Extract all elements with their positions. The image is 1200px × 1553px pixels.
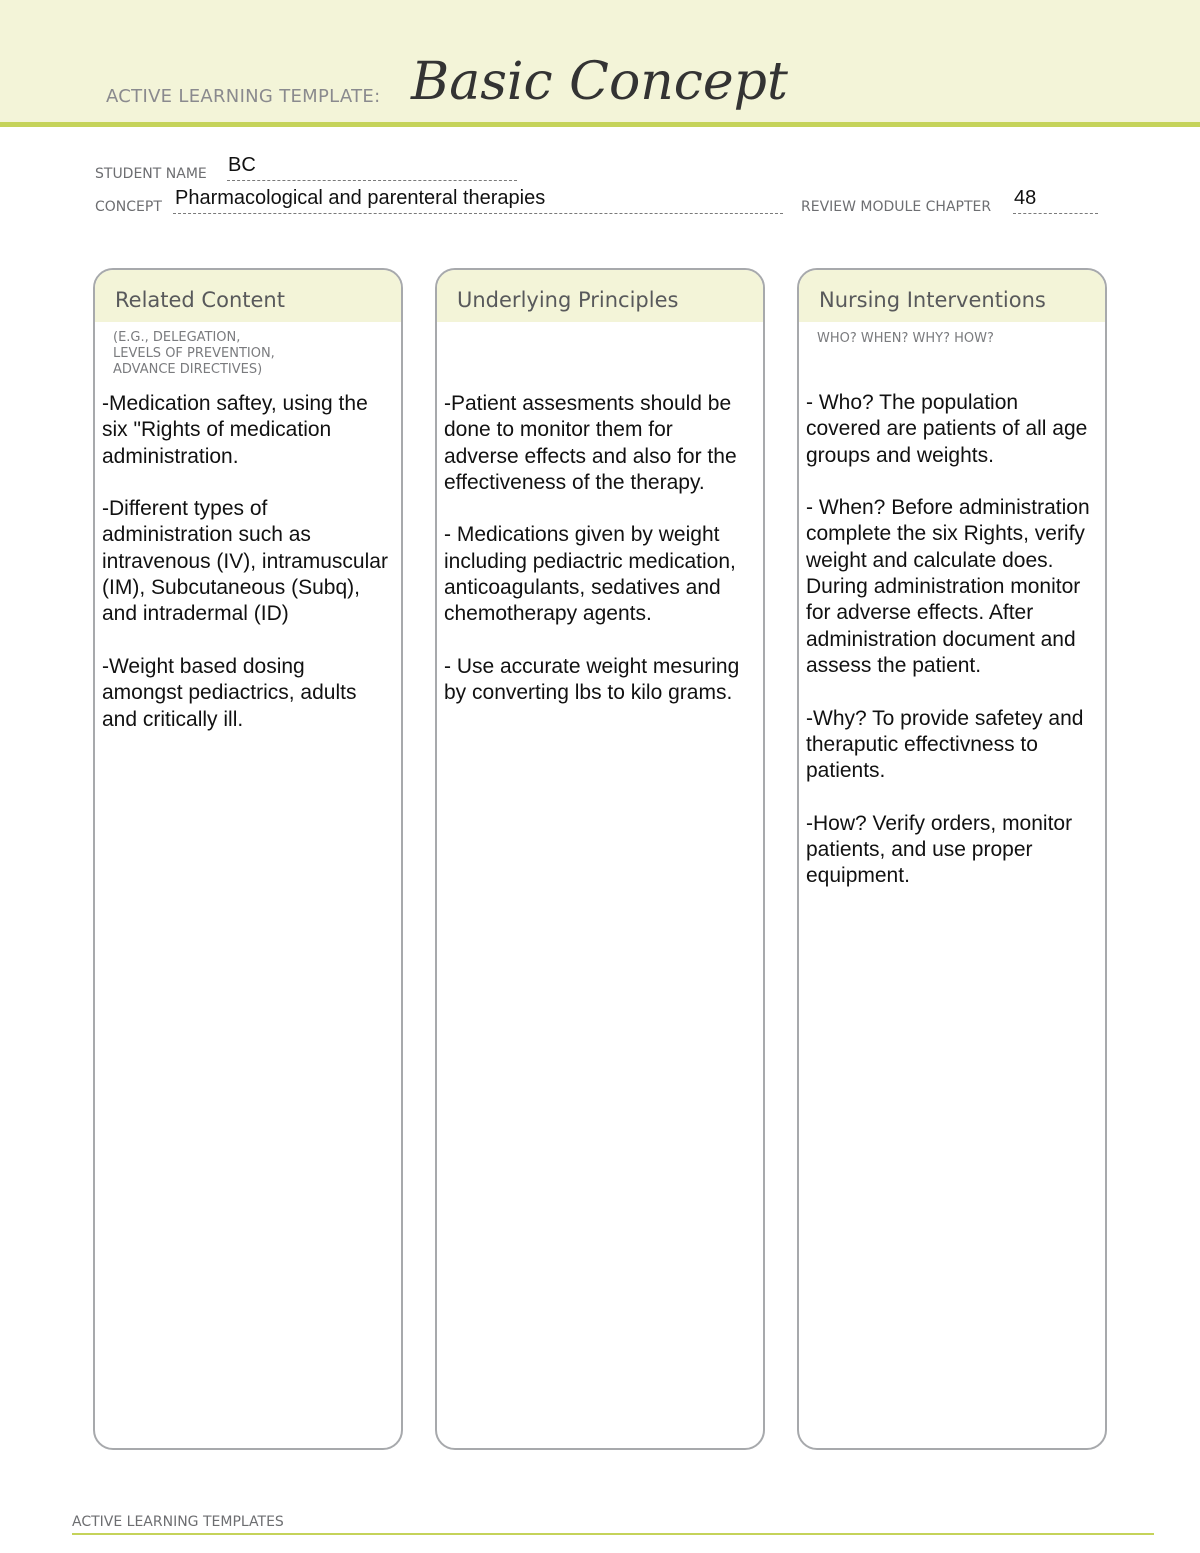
body-paragraph: - Medications given by weight including pediactric medication, anticoagulants, sedatives and chemotherapy agents. (444, 523, 736, 626)
concept-label: CONCEPT (95, 199, 162, 215)
card-title: Nursing Interventions (819, 288, 1046, 312)
card-subtitle: WHO? WHEN? WHY? HOW? (817, 331, 994, 346)
student-name-label: STUDENT NAME (95, 166, 207, 182)
related-content-card (93, 268, 403, 1450)
concept-line (173, 213, 783, 214)
body-paragraph: -How? Verify orders, monitor patients, and use proper equipment. (806, 811, 1073, 888)
template-title: Basic Concept (411, 52, 788, 112)
body-paragraph: - When? Before administration complete the six Rights, verify weight and calculate does. During administration monitor for adverse effects. After administration document and assess the patient. (806, 496, 1090, 677)
body-paragraph: -Weight based dosing amongst pediactrics, adults and critically ill. (102, 654, 357, 731)
body-paragraph: -Different types of administration such as intravenous (IV), intramuscular (IM), Subcutaneous (Subq), and intradermal (ID) (102, 497, 388, 626)
card-title: Related Content (115, 288, 285, 312)
student-name-field[interactable]: BC (228, 154, 256, 176)
card-title: Underlying Principles (457, 288, 679, 312)
review-module-line (1013, 213, 1098, 214)
body-paragraph: -Why? To provide safetey and theraputic effectivness to patients. (806, 706, 1084, 783)
card-body[interactable] (444, 391, 753, 733)
body-paragraph: -Patient assesments should be done to monitor them for adverse effects and also for the effectiveness of the therapy. (444, 392, 737, 494)
underlying-principles-card (435, 268, 765, 1450)
card-body[interactable] (102, 391, 391, 759)
footer-rule (72, 1533, 1154, 1535)
nursing-interventions-card (797, 268, 1107, 1450)
review-module-field[interactable]: 48 (1014, 187, 1037, 209)
review-module-label: REVIEW MODULE CHAPTER (801, 199, 992, 215)
card-subtitle: (E.G., DELEGATION, LEVELS OF PREVENTION, ADVANCE DIRECTIVES) (113, 330, 275, 377)
student-name-line (227, 180, 517, 181)
card-body[interactable] (806, 390, 1095, 916)
concept-field[interactable]: Pharmacological and parenteral therapies (175, 187, 546, 209)
body-paragraph: - Who? The population covered are patients of all age groups and weights. (806, 391, 1088, 467)
header-rule (0, 122, 1200, 127)
body-paragraph: -Medication saftey, using the six "Rights of medication administration. (102, 392, 368, 468)
body-paragraph: - Use accurate weight mesuring by converting lbs to kilo grams. (444, 654, 740, 705)
template-label: ACTIVE LEARNING TEMPLATE: (106, 86, 381, 107)
footer-label: ACTIVE LEARNING TEMPLATES (72, 1514, 284, 1530)
